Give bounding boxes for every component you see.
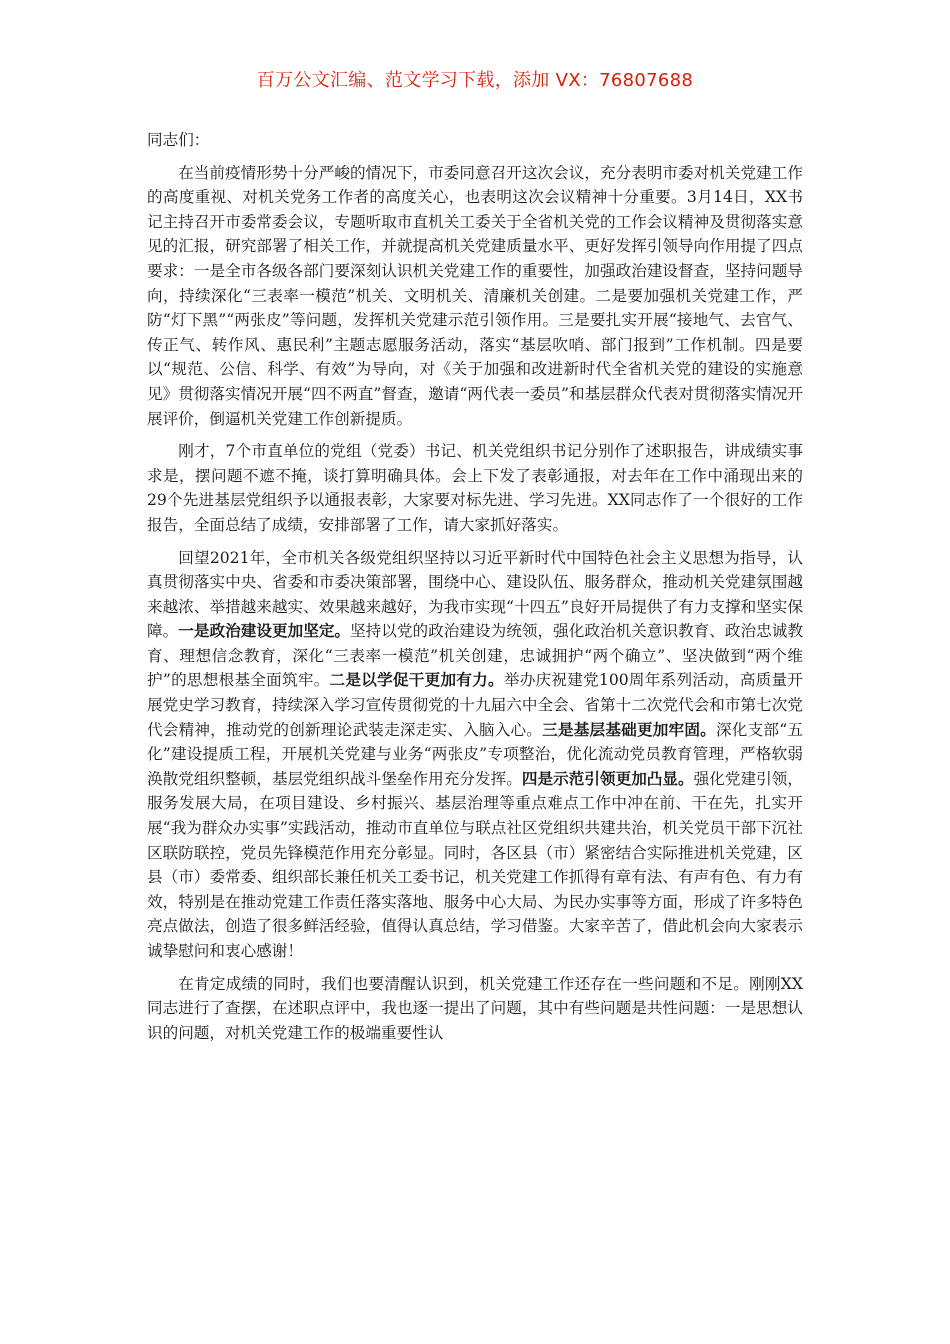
paragraph-3-text: 举办庆祝建党100周年系列活动，高质量开展党史学习教育，持续深入学习宣传贯彻党的十九届六中全会、省第十二次党代会和市第七次党代会精神，推动党的创新理论武装走深走实、入脑入心。: [147, 671, 803, 739]
paragraph-3-text: 回望2021年，全市机关各级党组织坚持以习近平新时代中国特色社会主义思想为指导，认真贯彻落实中央、省委和市委决策部署，围绕中心、建设队伍、服务群众，推动机关党建氛围越来越浓、举措越来越实、效果越来越好，为我市实现“十四五”良好开局提供了有力支撑和坚实保障。: [147, 548, 803, 641]
paragraph-3-text: 坚持以党的政治建设为统领，强化政治机关意识教育、政治忠诚教育、理想信念教育，深化“三表率一模范”机关创建，忠诚拥护“两个确立”、坚决做到“两个维护”的思想根基全面筑牢。: [147, 622, 803, 690]
paragraph-3-text: 强化党建引领，服务发展大局，在项目建设、乡村振兴、基层治理等重点难点工作中冲在前、干在先，扎实开展“我为群众办实事”实践活动，推动市直单位与联点社区党组织共建共治，机关党员干部下沉社区联防联控，党员先锋模范作用充分彰显。同时，各区县（市）紧密结合实际推进机关党建，区县（市）委常委、组织部长兼任机关工委书记，机关党建工作抓得有章有法、有声有色、有力有效，特别是在推动党建工作责任落实落地、服务中心大局、为民办实事等方面，形成了许多特色亮点做法，创造了很多鲜活经验，值得认真总结，学习借鉴。大家辛苦了，借此机会向大家表示诚挚慰问和衷心感谢！: [147, 769, 803, 960]
highlight-grassroots: 三是基层基础更加牢固。: [542, 719, 716, 739]
paragraph-3-text: 深化支部“五化”建设提质工程，开展机关党建与业务“两张皮”专项整治，优化流动党员教育管理，严格软弱涣散党组织整顿，基层党组织战斗堡垒作用充分发挥。: [147, 720, 803, 788]
highlight-political: 一是政治建设更加坚定。: [178, 621, 351, 641]
paragraph-1: 在当前疫情形势十分严峻的情况下，市委同意召开这次会议，充分表明市委对机关党建工作的高度重视、对机关党务工作者的高度关心，也表明这次会议精神十分重要。3月14日，XX书记主持召开市委常委会议，专题听取市直机关工委关于全省机关党的工作会议精神及贯彻落实意见的汇报，研究部署了相关工作，并就提高机关党建质量水平、更好发挥引领导向作用提了四点要求：一是全市各级各部门要深刻认识机关党建工作的重要性，加强政治建设督查，坚持问题导向，持续深化“三表率一模范”机关、文明机关、清廉机关创建。二是要加强机关党建工作，严防“灯下黑”“两张皮”等问题，发挥机关党建示范引领作用。三是要扎实开展“接地气、去官气、传正气、转作风、惠民利”主题志愿服务活动，落实“基层吹哨、部门报到”工作机制。四是要以“规范、公信、科学、有效”为导向，对《关于加强和改进新时代全省机关党的建设的实施意见》贯彻落实情况开展“四不两直”督查，邀请“两代表一委员”和基层群众代表对贯彻落实情况开展评价，倒逼机关党建工作创新提质。: [147, 163, 803, 428]
speech-body: [147, 128, 803, 1053]
paragraph-4: 在肯定成绩的同时，我们也要清醒认识到，机关党建工作还存在一些问题和不足。刚刚XX同志进行了查摆，在述职点评中，我也逐一提出了问题，其中有些问题是共性问题：一是思想认识的问题，对机关党建工作的极端重要性认: [147, 974, 803, 1042]
promo-banner: 百万公文汇编、范文学习下载，添加 VX：76807688: [256, 70, 694, 91]
paragraph-2: 刚才，7个市直单位的党组（党委）书记、机关党组织书记分别作了述职报告，讲成绩实事求是，摆问题不遮不掩，谈打算明确具体。会上下发了表彰通报，对去年在工作中涌现出来的29个先进基层党组织予以通报表彰，大家要对标先进、学习先进。XX同志作了一个很好的工作报告，全面总结了成绩，安排部署了工作，请大家抓好落实。: [147, 442, 803, 534]
highlight-learning: 二是以学促干更加有力。: [329, 670, 504, 690]
paragraph-3: [147, 546, 803, 964]
salutation: 同志们：: [147, 131, 210, 149]
highlight-demonstration: 四是示范引领更加凸显。: [521, 768, 694, 788]
